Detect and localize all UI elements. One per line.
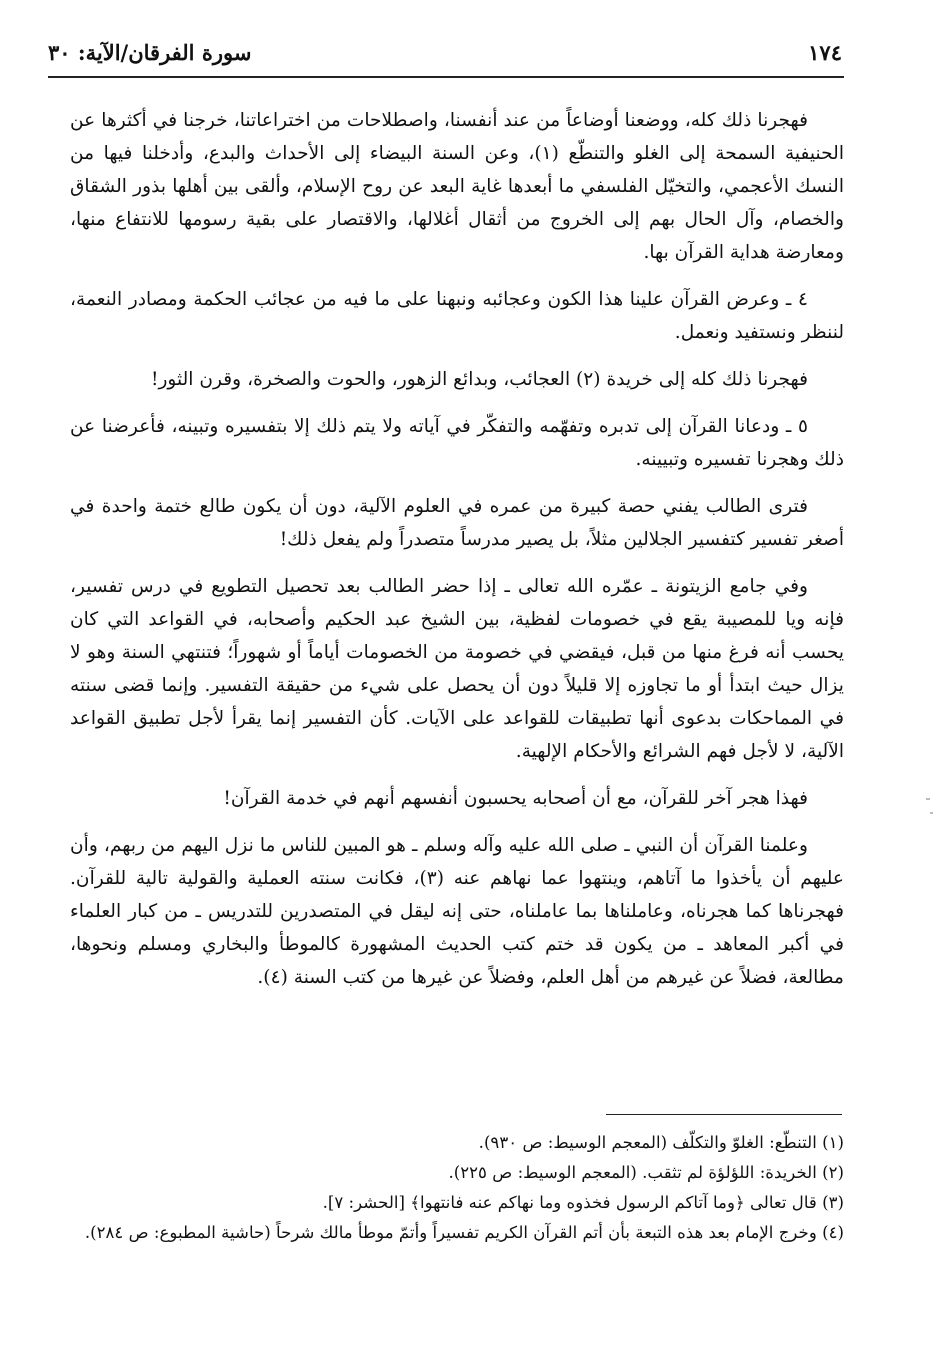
paragraph: وفي جامع الزيتونة ـ عمّره الله تعالى ـ إذا حضر الطالب بعد تحصيل التطويع في درس تفسير، فإنه ويا للمصيبة يقع في خصومات لفظية، بين الشيخ عبد الحكيم وأصحابه، في القواعد التي كان يحسب أنه فرغ منها من قبل، فيقضي في خصومة من الخصومات أياماً أو شهوراً؛ فتنتهي السنة وهو لا يزال حيث ابتدأ أو ما تجاوزه إلا قليلاً دون أن يحصل على شيء من حقيقة التفسير. وإنما قضى سنته في المماحكات بدعوى أنها تطبيقات للقواعد على الآيات. كأن التفسير إنما يقرأ لأجل تطبيق القواعد الآلية، لا لأجل فهم الشرائع والأحكام الإلهية. (70, 576, 844, 762)
footnote-divider (606, 1114, 842, 1115)
surah-title: سورة الفرقان/الآية: ٣٠ (48, 40, 252, 65)
footnotes (70, 1128, 844, 1248)
footnote: (١) التنطّع: الغلوّ والتكلّف (المعجم الوسيط: ص ٩٣٠). (478, 1133, 844, 1152)
footnote: (٢) الخريدة: اللؤلؤة لم تثقب. (المعجم الوسيط: ص ٢٢٥). (448, 1163, 844, 1182)
paragraph: فهجرنا ذلك كله إلى خريدة (٢) العجائب، وبدائع الزهور، والحوت والصخرة، وقرن الثور! (150, 369, 808, 390)
header-divider (48, 76, 844, 78)
main-text (70, 104, 844, 1008)
paragraph: فهذا هجر آخر للقرآن، مع أن أصحابه يحسبون أنفسهم أنهم في خدمة القرآن! (223, 788, 808, 809)
paragraph: ٤ ـ وعرض القرآن علينا هذا الكون وعجائبه ونبهنا على ما فيه من عجائب الحكمة ومصادر النعمة، لننظر ونستفيد ونعمل. (70, 289, 844, 343)
paragraph: وعلمنا القرآن أن النبي ـ صلى الله عليه وآله وسلم ـ هو المبين للناس ما نزل اليهم من ربهم، وأن عليهم أن يأخذوا ما آتاهم، وينتهوا عما نهاهم عنه (٣)، فكانت سنته العملية والقولية تالية للقرآن. فهجرناها كما هجرناه، وعاملناها بما عاملناه، حتى إنه ليقل في المتصدرين للتدريس ـ من كبار العلماء في أكبر المعاهد ـ من يكون قد ختم كتب الحديث المشهورة كالموطأ والبخاري ومسلم ونحوها، مطالعة، فضلاً عن غيرهم من أهل العلم، وفضلاً عن غيرها من كتب السنة (٤). (70, 835, 844, 988)
scan-speck (930, 812, 933, 814)
page-number: ١٧٤ (808, 40, 842, 65)
footnote: (٤) وخرج الإمام بعد هذه التبعة بأن أتم القرآن الكريم تفسيراً وأتمّ موطأ مالك شرحاً (حاشية المطبوع: ص ٢٨٤). (84, 1223, 844, 1242)
paragraph: ٥ ـ ودعانا القرآن إلى تدبره وتفهّمه والتفكّر في آياته ولا يتم ذلك إلا بتفسيره وتبينه، فأعرضنا عن ذلك وهجرنا تفسيره وتبيينه. (70, 416, 844, 470)
paragraph: فترى الطالب يفني حصة كبيرة من عمره في العلوم الآلية، دون أن يكون طالع ختمة واحدة في أصغر تفسير كتفسير الجلالين مثلاً، بل يصير مدرساً متصدراً ولم يفعل ذلك! (70, 496, 844, 550)
page-header (48, 38, 842, 72)
footnote: (٣) قال تعالى ﴿وما آتاكم الرسول فخذوه وما نهاكم عنه فانتهوا﴾ [الحشر: ٧]. (322, 1193, 844, 1212)
paragraph: فهجرنا ذلك كله، ووضعنا أوضاعاً من عند أنفسنا، واصطلاحات من اختراعاتنا، خرجنا في أكثرها عن الحنيفية السمحة إلى الغلو والتنطّع (١)، وعن السنة البيضاء إلى الأحداث والبدع، وأدخلنا فيها من النسك الأعجمي، والتخيّل الفلسفي ما أبعدها غاية البعد عن روح الإسلام، وألقى بين أهلها بذور الشقاق والخصام، وآل الحال بهم إلى الخروج من أثقال أغلالها، والاقتصار على بقية رسومها للانتفاع منها، ومعارضة هداية القرآن بها. (70, 110, 844, 263)
scan-speck (926, 798, 930, 800)
